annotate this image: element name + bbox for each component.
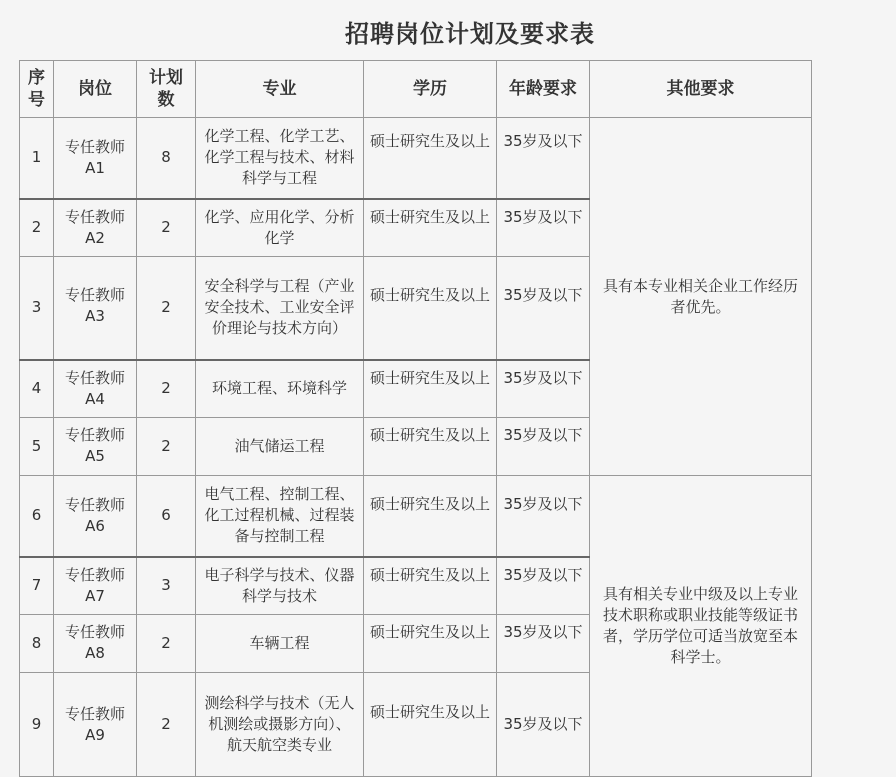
- cell-count: 2: [137, 615, 196, 673]
- cell-major: 测绘科学与技术（无人机测绘或摄影方向）、航天航空类专业: [196, 673, 364, 777]
- cell-major: 车辆工程: [196, 615, 364, 673]
- cell-major: 电子科学与技术、仪器科学与技术: [196, 557, 364, 615]
- header-education: 学历: [364, 61, 497, 118]
- header-position: 岗位: [54, 61, 137, 118]
- cell-education: 硕士研究生及以上: [364, 360, 497, 418]
- header-major: 专业: [196, 61, 364, 118]
- cell-other-requirement-2: 具有相关专业中级及以上专业技术职称或职业技能等级证书者，学历学位可适当放宽至本科学士。: [590, 476, 812, 777]
- cell-age: 35岁及以下: [497, 360, 590, 418]
- cell-count: 2: [137, 360, 196, 418]
- cell-age: 35岁及以下: [497, 418, 590, 476]
- header-other: 其他要求: [590, 61, 812, 118]
- cell-position: 专任教师A4: [54, 360, 137, 418]
- cell-seq: 7: [20, 557, 54, 615]
- cell-count: 2: [137, 673, 196, 777]
- cell-position: 专任教师A2: [54, 199, 137, 257]
- header-age: 年龄要求: [497, 61, 590, 118]
- cell-other-requirement-1: 具有本专业相关企业工作经历者优先。: [590, 118, 812, 476]
- cell-education: 硕士研究生及以上: [364, 257, 497, 360]
- cell-position: 专任教师A9: [54, 673, 137, 777]
- cell-position: 专任教师A6: [54, 476, 137, 557]
- recruitment-table: [19, 60, 812, 777]
- cell-major: 环境工程、环境科学: [196, 360, 364, 418]
- header-count: 计划数: [137, 61, 196, 118]
- cell-position: 专任教师A7: [54, 557, 137, 615]
- table-header-row: [20, 61, 812, 118]
- cell-age: 35岁及以下: [497, 673, 590, 777]
- cell-count: 8: [137, 118, 196, 199]
- cell-seq: 9: [20, 673, 54, 777]
- cell-age: 35岁及以下: [497, 557, 590, 615]
- cell-major: 油气储运工程: [196, 418, 364, 476]
- cell-seq: 8: [20, 615, 54, 673]
- cell-position: 专任教师A8: [54, 615, 137, 673]
- table-row: [20, 476, 812, 557]
- cell-seq: 4: [20, 360, 54, 418]
- cell-major: 化学工程、化学工艺、化学工程与技术、材料科学与工程: [196, 118, 364, 199]
- table-row: [20, 118, 812, 199]
- cell-age: 35岁及以下: [497, 476, 590, 557]
- cell-age: 35岁及以下: [497, 257, 590, 360]
- cell-education: 硕士研究生及以上: [364, 199, 497, 257]
- cell-major: 安全科学与工程（产业安全技术、工业安全评价理论与技术方向）: [196, 257, 364, 360]
- cell-seq: 1: [20, 118, 54, 199]
- cell-count: 2: [137, 199, 196, 257]
- cell-seq: 5: [20, 418, 54, 476]
- cell-age: 35岁及以下: [497, 118, 590, 199]
- cell-education: 硕士研究生及以上: [364, 673, 497, 777]
- cell-education: 硕士研究生及以上: [364, 615, 497, 673]
- cell-position: 专任教师A3: [54, 257, 137, 360]
- cell-count: 3: [137, 557, 196, 615]
- cell-count: 2: [137, 418, 196, 476]
- cell-count: 6: [137, 476, 196, 557]
- cell-major: 电气工程、控制工程、化工过程机械、过程装备与控制工程: [196, 476, 364, 557]
- cell-position: 专任教师A5: [54, 418, 137, 476]
- cell-education: 硕士研究生及以上: [364, 118, 497, 199]
- header-seq: 序号: [20, 61, 54, 118]
- cell-count: 2: [137, 257, 196, 360]
- cell-age: 35岁及以下: [497, 615, 590, 673]
- page-title: 招聘岗位计划及要求表: [345, 20, 595, 48]
- cell-education: 硕士研究生及以上: [364, 557, 497, 615]
- cell-age: 35岁及以下: [497, 199, 590, 257]
- cell-seq: 2: [20, 199, 54, 257]
- cell-seq: 6: [20, 476, 54, 557]
- cell-education: 硕士研究生及以上: [364, 476, 497, 557]
- cell-seq: 3: [20, 257, 54, 360]
- cell-major: 化学、应用化学、分析化学: [196, 199, 364, 257]
- cell-education: 硕士研究生及以上: [364, 418, 497, 476]
- cell-position: 专任教师A1: [54, 118, 137, 199]
